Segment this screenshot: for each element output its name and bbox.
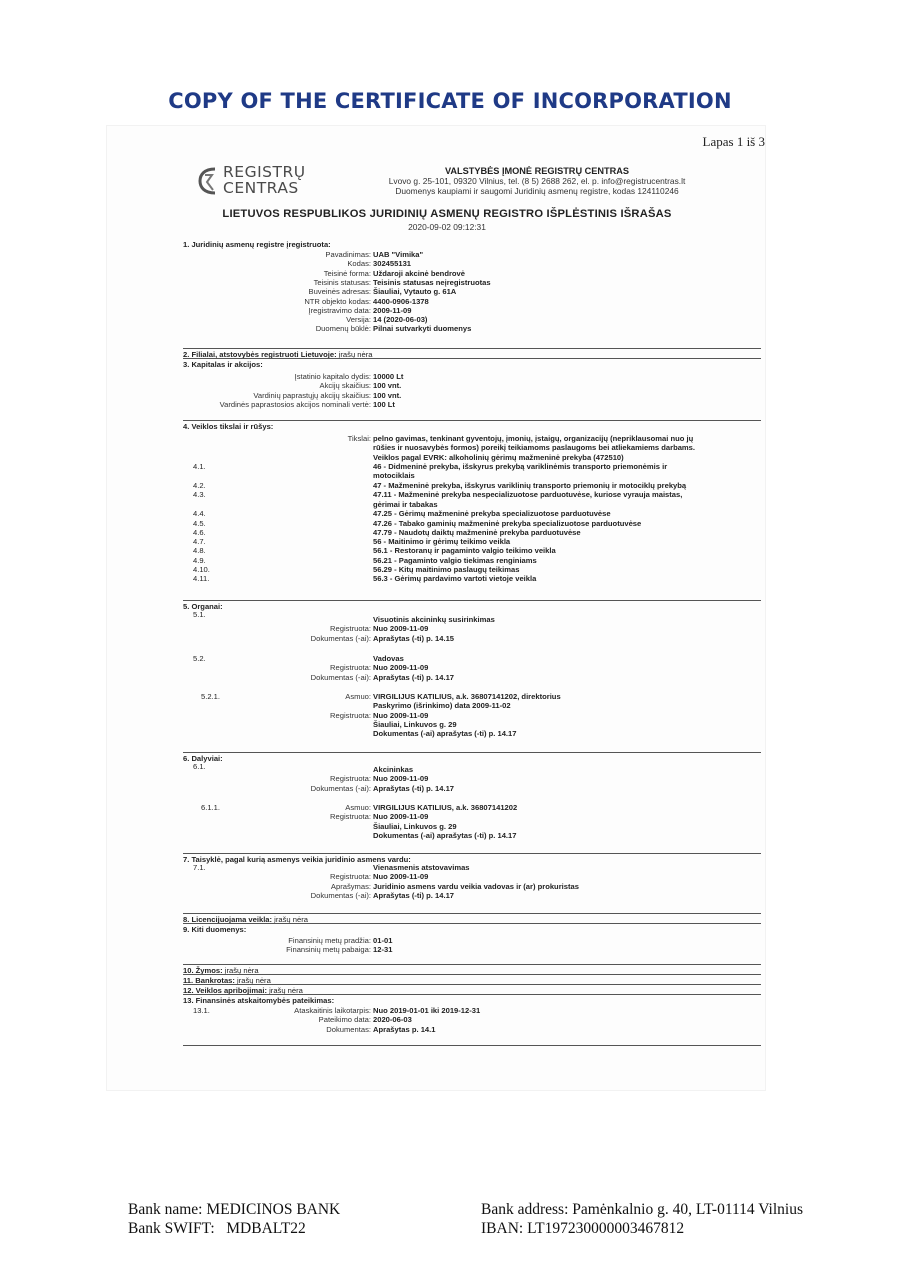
finance-value: Nuo 2019-01-01 iki 2019-12-31 xyxy=(373,1006,481,1015)
issuer-note: Duomenys kaupiami ir saugomi Juridinių asmenų registre, kodas 124110246 xyxy=(395,186,679,196)
activity-number: 4.1. xyxy=(193,462,206,471)
issuer-name: VALSTYBĖS ĮMONĖ REGISTRŲ CENTRAS xyxy=(444,166,630,176)
other-label: Finansinių metų pabaiga: xyxy=(286,945,371,955)
rule-label: Aprašymas: xyxy=(330,881,371,891)
reg-value: 302455131 xyxy=(373,259,412,269)
participant-label: Registruota: xyxy=(330,812,371,822)
organ-value: Nuo 2009-11-09 xyxy=(373,663,429,673)
activity-text: 46 - Didmeninė prekyba, išskyrus prekybą variklinėmis transporto priemonėmis ir xyxy=(373,462,668,471)
organ-value: Vadovas xyxy=(373,654,404,663)
logo-text xyxy=(223,164,306,196)
reg-value: 4400-0906-1378 xyxy=(373,296,429,306)
reg-label: Teisinis statusas: xyxy=(313,277,371,287)
bank-footer-left xyxy=(128,1200,340,1238)
document-date: 2020-09-02 09:12:31 xyxy=(408,222,486,232)
goals-label: Tikslai: xyxy=(347,434,371,443)
reg-label: NTR objekto kodas: xyxy=(304,296,371,306)
activity-number: 4.2. xyxy=(193,481,206,490)
activity-text: 47.25 - Gėrimų mažmeninė prekyba specializuotose parduotuvėse xyxy=(373,509,611,519)
rule-value: Vienasmenis atstovavimas xyxy=(373,863,470,872)
activity-number: 4.9. xyxy=(193,555,206,565)
capital-label: Įstatinio kapitalo dydis: xyxy=(294,372,371,381)
capital-value: 100 vnt. xyxy=(373,390,402,400)
section-6-heading: 6. Dalyviai: xyxy=(183,752,761,763)
other-value: 12-31 xyxy=(373,945,393,955)
reg-value: 14 (2020-06-03) xyxy=(373,315,428,325)
bank-swift-line xyxy=(128,1219,340,1238)
organ-value: Dokumentas (-ai) aprašytas (-ti) p. 14.17 xyxy=(373,729,517,739)
rule-value: Nuo 2009-11-09 xyxy=(373,872,429,882)
capital-value: 100 Lt xyxy=(373,399,395,409)
bank-iban-value: LT197230000003467812 xyxy=(527,1220,685,1237)
participant-value: Šiauliai, Linkuvos g. 29 xyxy=(373,821,457,831)
goals-line-1: pelno gavimas, tenkinant gyventojų, įmonių, įstaigų, organizacijų (nepriklausomai nuo jų xyxy=(373,434,694,443)
reg-value: Pilnai sutvarkyti duomenys xyxy=(373,324,472,334)
bank-swift-label: Bank SWIFT: xyxy=(128,1220,215,1237)
section-4-heading: 4. Veiklos tikslai ir rūšys: xyxy=(183,420,761,431)
organ-label: Registruota: xyxy=(330,710,371,720)
finance-value: 2020-06-03 xyxy=(373,1015,412,1025)
reg-label: Pavadinimas: xyxy=(325,250,371,259)
activity-text: 56.21 - Pagaminto valgio tiekimas renginiams xyxy=(373,555,537,565)
section-11-label: 11. Bankrotas: xyxy=(183,976,235,985)
reg-label: Įregistravimo data: xyxy=(308,305,371,315)
activity-text: gėrimai ir tabakas xyxy=(373,499,438,509)
reg-label: Teisinė forma: xyxy=(323,268,371,278)
rule-value: Juridinio asmens vardu veikia vadovas ir (ar) prokuristas xyxy=(373,881,579,891)
rule-number: 7.1. xyxy=(193,863,206,872)
bank-iban-label: IBAN: xyxy=(481,1220,524,1237)
bank-name-label: Bank name: xyxy=(128,1201,203,1218)
activity-text: 56.29 - Kitų maitinimo paslaugų teikimas xyxy=(373,565,520,574)
activity-text: 56.3 - Gėrimų pardavimo vartoti vietoje veikla xyxy=(373,574,537,584)
organ-value: VIRGILIJUS KATILIUS, a.k. 36807141202, direktorius xyxy=(373,692,561,701)
activity-number: 4.6. xyxy=(193,527,206,537)
issuer-header xyxy=(367,166,707,196)
section-8-value: įrašų nėra xyxy=(272,915,308,924)
participant-value: Akcininkas xyxy=(373,765,414,774)
other-value: 01-01 xyxy=(373,936,393,945)
participant-label: Dokumentas (-ai): xyxy=(310,783,371,793)
goals-line-2: rūšies ir nuosavybės formos) poreikį teikiamoms paslaugoms bei atliekamiems darbams. xyxy=(373,443,696,453)
section-10-value: įrašų nėra xyxy=(222,966,259,975)
section-12-value: įrašų nėra xyxy=(267,986,303,995)
organ-label: Registruota: xyxy=(330,624,371,634)
section-9-heading: 9. Kiti duomenys: xyxy=(183,923,761,934)
activity-text: 47.11 - Mažmeninė prekyba nespecializuotose parduotuvėse, kuriose vyrauja maistas, xyxy=(373,490,683,500)
activity-number: 4.11. xyxy=(193,574,210,584)
bank-address-label: Bank address: xyxy=(481,1201,569,1218)
activity-number: 4.5. xyxy=(193,518,206,528)
capital-value: 10000 Lt xyxy=(373,372,404,381)
bank-name-value: MEDICINOS BANK xyxy=(206,1201,341,1218)
page-number: Lapas 1 iš 3 xyxy=(702,134,765,149)
organ-value: Paskyrimo (išrinkimo) data 2009-11-02 xyxy=(373,701,511,711)
activity-number: 4.10. xyxy=(193,565,210,574)
issuer-address: Lvovo g. 25-101, 09320 Vilnius, tel. (8 5) 2688 262, el. p. info@registrucentras.lt xyxy=(388,176,686,186)
organ-label: Dokumentas (-ai): xyxy=(310,672,371,682)
activity-number: 4.4. xyxy=(193,509,206,519)
participant-number: 6.1. xyxy=(193,762,206,771)
section-3-heading: 3. Kapitalas ir akcijos: xyxy=(183,358,761,369)
page-title: COPY OF THE CERTIFICATE OF INCORPORATION xyxy=(168,89,732,113)
capital-label: Akcijų skaičius: xyxy=(319,381,371,391)
section-12-label: 12. Veiklos apribojimai: xyxy=(183,986,267,995)
participant-label: Registruota: xyxy=(330,774,371,784)
activity-number: 4.7. xyxy=(193,537,206,547)
reg-label: Duomenų būklė: xyxy=(315,324,371,334)
bank-footer-right xyxy=(481,1200,803,1238)
activity-text: 47 - Mažmeninė prekyba, išskyrus variklinių transporto priemonių ir motociklų prekybą xyxy=(373,481,687,490)
capital-label: Vardinės paprastosios akcijos nominali vertė: xyxy=(219,399,371,409)
participant-value: VIRGILIJUS KATILIUS, a.k. 36807141202 xyxy=(373,803,518,812)
capital-value: 100 vnt. xyxy=(373,381,402,391)
section-13-heading: 13. Finansinės atskaitomybės pateikimas: xyxy=(183,994,761,1005)
document-title: LIETUVOS RESPUBLIKOS JURIDINIŲ ASMENŲ REGISTRO IŠPLĖSTINIS IŠRAŠAS xyxy=(222,208,672,220)
finance-value: Aprašytas p. 14.1 xyxy=(373,1024,436,1034)
registru-centras-logo-icon xyxy=(197,166,219,196)
section-2-label: 2. Filialai, atstovybės registruoti Lietuvoje: xyxy=(183,350,337,359)
rule-label: Registruota: xyxy=(330,872,371,882)
finance-label: Dokumentas: xyxy=(326,1024,371,1034)
activity-text: 47.79 - Naudotų daiktų mažmeninė prekyba parduotuvėse xyxy=(373,527,581,537)
activity-number: 4.8. xyxy=(193,546,206,556)
rule-value: Aprašytas (-ti) p. 14.17 xyxy=(373,890,455,900)
finance-number: 13.1. xyxy=(193,1006,210,1015)
logo-line-1: REGISTRŲ xyxy=(223,163,306,181)
section-1-heading: 1. Juridinių asmenų registre įregistruota: xyxy=(183,240,331,249)
section-7-heading: 7. Taisyklė, pagal kurią asmenys veikia juridinio asmens vardu: xyxy=(183,853,761,864)
organ-label: Dokumentas (-ai): xyxy=(310,633,371,643)
reg-value: Šiauliai, Vytauto g. 61A xyxy=(373,287,457,297)
organ-label: Asmuo: xyxy=(345,692,371,701)
goals-line-3: Veiklos pagal EVRK: alkoholinių gėrimų mažmeninė prekyba (472510) xyxy=(373,452,624,462)
bank-address-value: Pamėnkalnio g. 40, LT-01114 Vilnius xyxy=(572,1201,803,1218)
section-2-value: įrašų nėra xyxy=(336,350,373,359)
organ-value: Nuo 2009-11-09 xyxy=(373,710,429,720)
activity-number: 4.3. xyxy=(193,490,206,500)
finance-label: Ataskaitinis laikotarpis: xyxy=(294,1006,371,1015)
participant-value: Dokumentas (-ai) aprašytas (-ti) p. 14.17 xyxy=(373,830,517,840)
organ-label: Registruota: xyxy=(330,663,371,673)
reg-value: Uždaroji akcinė bendrovė xyxy=(373,268,465,278)
reg-label: Kodas: xyxy=(347,259,371,269)
other-label: Finansinių metų pradžia: xyxy=(288,936,371,945)
reg-label: Buveinės adresas: xyxy=(308,287,371,297)
participant-value: Aprašytas (-ti) p. 14.17 xyxy=(373,783,455,793)
registru-centras-logo xyxy=(197,164,307,200)
reg-value: Teisinis statusas neįregistruotas xyxy=(373,277,491,287)
reg-value: UAB "Vimika" xyxy=(373,250,424,259)
logo-line-2: CENTRAS xyxy=(223,179,299,197)
organ-value: Aprašytas (-ti) p. 14.17 xyxy=(373,672,455,682)
organ-value: Aprašytas (-ti) p. 14.15 xyxy=(373,633,455,643)
bank-address-line xyxy=(481,1200,803,1219)
certificate-scan xyxy=(107,126,765,1090)
bank-swift-value: MDBALT22 xyxy=(226,1220,306,1237)
section-8-label: 8. Licencijuojama veikla: xyxy=(183,915,273,924)
section-5-heading: 5. Organai: xyxy=(183,600,761,611)
organ-value: Visuotinis akcininkų susirinkimas xyxy=(373,615,495,624)
finance-label: Pateikimo data: xyxy=(318,1015,371,1025)
bank-name-line xyxy=(128,1200,340,1219)
organ-number: 5.2.1. xyxy=(201,692,220,701)
end-rule xyxy=(183,1045,761,1046)
activity-text: 56 - Maitinimo ir gėrimų teikimo veikla xyxy=(373,537,511,547)
organ-number: 5.2. xyxy=(193,654,206,663)
organ-value: Šiauliai, Linkuvos g. 29 xyxy=(373,719,457,729)
participant-value: Nuo 2009-11-09 xyxy=(373,812,429,822)
section-10-label: 10. Žymos: xyxy=(183,966,223,975)
capital-label: Vardinių paprastųjų akcijų skaičius: xyxy=(253,390,371,400)
activity-text: 56.1 - Restoranų ir pagaminto valgio teikimo veikla xyxy=(373,546,556,556)
participant-value: Nuo 2009-11-09 xyxy=(373,774,429,784)
activity-text: 47.26 - Tabako gaminių mažmeninė prekyba specializuotose parduotuvėse xyxy=(373,518,642,528)
activity-text: motociklais xyxy=(373,471,415,481)
participant-number: 6.1.1. xyxy=(201,803,220,812)
reg-value: 2009-11-09 xyxy=(373,305,412,315)
organ-value: Nuo 2009-11-09 xyxy=(373,624,429,634)
section-11-value: įrašų nėra xyxy=(234,976,271,985)
participant-label: Asmuo: xyxy=(345,803,371,812)
bank-iban-line xyxy=(481,1219,803,1238)
organ-number: 5.1. xyxy=(193,610,206,619)
reg-label: Versija: xyxy=(346,315,371,325)
rule-label: Dokumentas (-ai): xyxy=(310,890,371,900)
